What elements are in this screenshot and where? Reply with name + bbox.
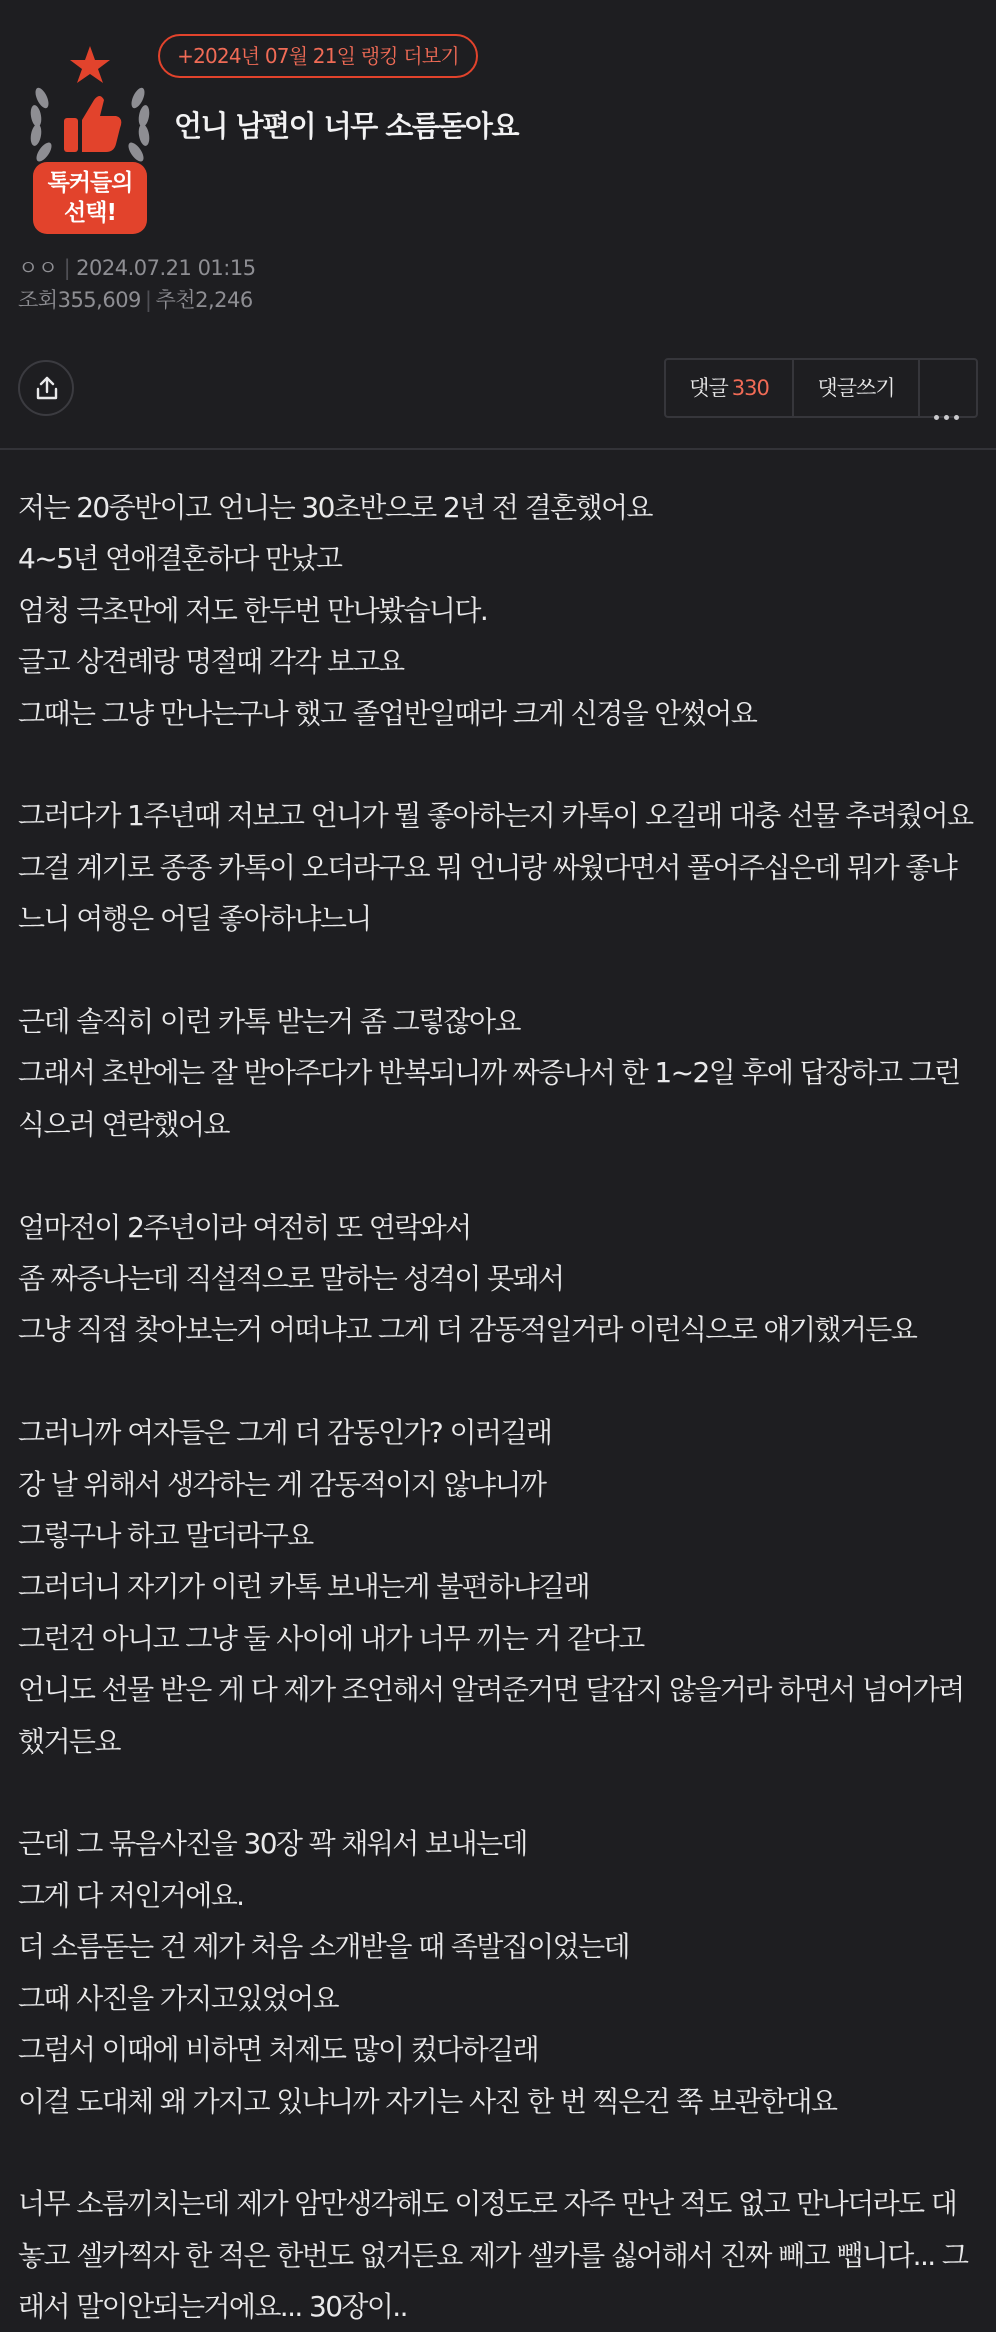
recommend-label: 추천 [155, 288, 196, 312]
body-line: 그걸 계기로 종종 카톡이 오더라구요 뭐 언니랑 싸웠다면서 풀어주십은데 뭐가 좋냐 [18, 850, 957, 884]
recommend-count: 2,246 [195, 288, 253, 312]
body-line: 그때 사진을 가지고있었어요 [18, 1981, 338, 2015]
body-line: 그러니까 여자들은 그게 더 감동인가? 이러길래 [18, 1416, 552, 1450]
views-count: 355,609 [57, 288, 141, 312]
body-line: 4~5년 연애결혼하다 만났고 [18, 542, 342, 576]
blank-line [18, 945, 988, 996]
thumbs-up-laurel-icon [20, 40, 160, 170]
body-line: 래서 말이안되는거에요... 30장이.. [18, 2290, 407, 2324]
header-divider [0, 448, 996, 450]
post-datetime: 2024.07.21 01:15 [76, 256, 256, 280]
body-line: 더 소름돋는 건 제가 처음 소개받을 때 족발집이었는데 [18, 1930, 629, 1964]
more-options-button[interactable] [920, 360, 976, 416]
body-line: 얼마전이 2주년이라 여전히 또 연락와서 [18, 1210, 471, 1244]
comments-label: 댓글 [689, 376, 728, 400]
badge-label-line2: 선택! [64, 200, 116, 226]
body-line: 그럼서 이때에 비하면 처제도 많이 컸다하길래 [18, 2033, 539, 2067]
body-line: 너무 소름끼치는데 제가 암만생각해도 이정도로 자주 만난 적도 없고 만나더라도 대 [18, 2187, 957, 2221]
comments-button[interactable] [666, 360, 794, 416]
talkers-choice-badge [20, 40, 160, 240]
body-line: 그래서 초반에는 잘 받아주다가 반복되니까 짜증나서 한 1~2일 후에 답장하고 그런 [18, 1056, 960, 1090]
body-line: 그게 다 저인거에요. [18, 1878, 244, 1912]
more-dots-icon [934, 385, 964, 441]
body-line: 근데 솔직히 이런 카톡 받는거 좀 그렇잖아요 [18, 1005, 520, 1039]
body-line: 그런건 아니고 그냥 둘 사이에 내가 너무 끼는 거 같다고 [18, 1621, 644, 1655]
badge-label-line1: 톡커들의 [47, 170, 133, 196]
views-label: 조회 [18, 288, 58, 312]
post-action-group [664, 358, 978, 418]
post-meta-stats: 조회355,609 | 추천2,246 [18, 288, 253, 312]
body-line: 놓고 셀카찍자 한 적은 한번도 없거든요 제가 셀카를 싫어해서 진짜 빼고 뺍니다... 그 [18, 2238, 968, 2272]
blank-line [18, 1356, 988, 1407]
body-line: 그때는 그냥 만나는구나 했고 졸업반일때라 크게 신경을 안썼어요 [18, 696, 757, 730]
talkers-choice-label [33, 162, 147, 234]
post-header [0, 0, 996, 450]
body-line: 엄청 극초만에 저도 한두번 만나봤습니다. [18, 593, 488, 627]
body-line: 글고 상견례랑 명절때 각각 보고요 [18, 645, 404, 679]
blank-line [18, 2127, 988, 2178]
comments-count: 330 [731, 376, 769, 400]
blank-line [18, 1150, 988, 1201]
share-button[interactable] [18, 360, 74, 416]
body-line: 이걸 도대체 왜 가지고 있냐니까 자기는 사진 한 번 찍은건 쭉 보관한대요 [18, 2084, 837, 2118]
share-icon [35, 375, 59, 401]
blank-line [18, 739, 988, 790]
post-body [18, 482, 988, 2332]
post-meta-author-date: ㅇㅇ | 2024.07.21 01:15 [18, 256, 256, 280]
write-comment-button[interactable]: 댓글쓰기 [794, 360, 920, 416]
body-line: 그렇구나 하고 말더라구요 [18, 1519, 313, 1553]
body-line: 느니 여행은 어딜 좋아하냐느니 [18, 902, 371, 936]
ranking-more-link[interactable]: +2024년 07월 21일 랭킹 더보기 [158, 34, 478, 78]
body-line: 그러더니 자기가 이런 카톡 보내는게 불편하냐길래 [18, 1570, 589, 1604]
body-line: 식으러 연락했어요 [18, 1107, 229, 1141]
body-line: 좀 짜증나는데 직설적으로 말하는 성격이 못돼서 [18, 1262, 564, 1296]
body-line: 그냥 직접 찾아보는거 어떠냐고 그게 더 감동적일거라 이런식으로 얘기했거든요 [18, 1313, 917, 1347]
body-line: 했거든요 [18, 1724, 120, 1758]
body-line: 강 날 위해서 생각하는 게 감동적이지 않냐니까 [18, 1467, 546, 1501]
body-line: 저는 20중반이고 언니는 30초반으로 2년 전 결혼했어요 [18, 491, 652, 524]
blank-line [18, 1767, 988, 1818]
body-line: 언니도 선물 받은 게 다 제가 조언해서 알려준거면 달갑지 않을거라 하면서 넘어가려 [18, 1673, 964, 1707]
post-title: 언니 남편이 너무 소름돋아요 [174, 109, 518, 143]
author-name: ㅇㅇ [18, 256, 58, 280]
body-line: 근데 그 묶음사진을 30장 꽉 채워서 보내는데 [18, 1827, 527, 1861]
body-line: 그러다가 1주년때 저보고 언니가 뭘 좋아하는지 카톡이 오길래 대충 선물 추려줬어요 [18, 799, 973, 833]
